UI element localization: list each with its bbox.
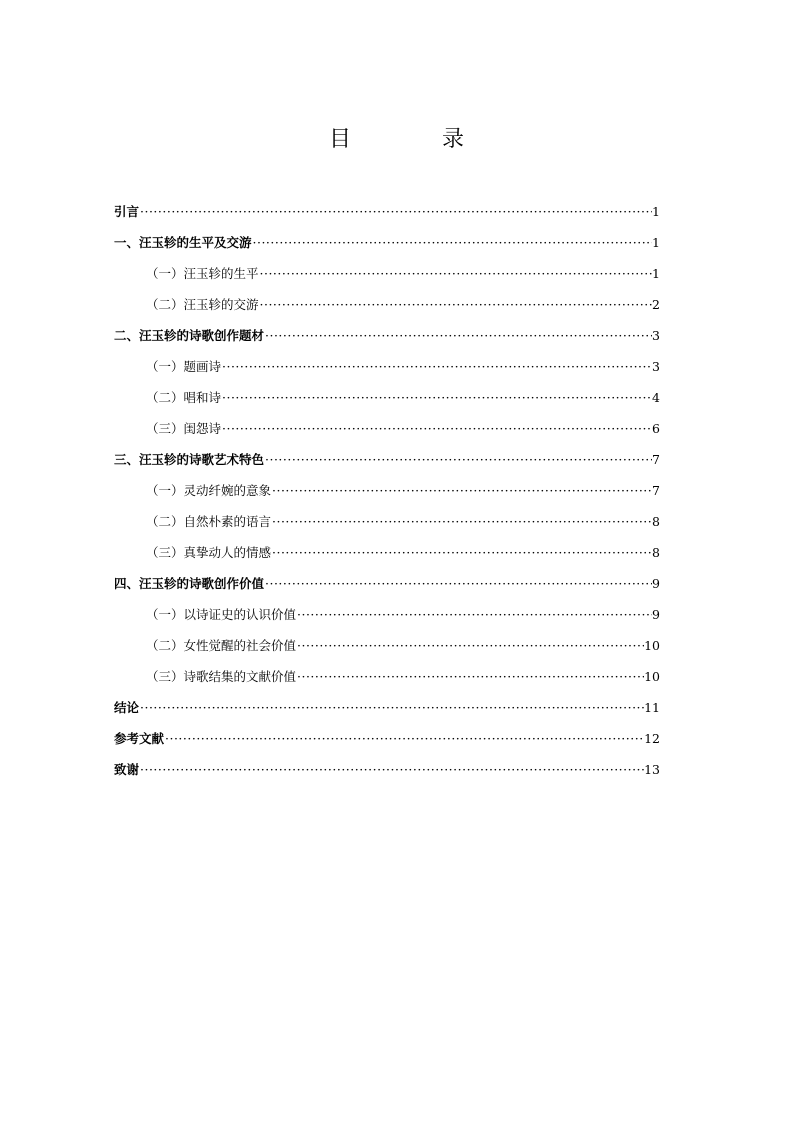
toc-entry[interactable] (114, 419, 660, 450)
dot-leader (164, 731, 644, 746)
toc-entry-label: 结论 (114, 700, 140, 715)
toc-entry[interactable] (114, 605, 660, 636)
toc-entry-page: 3 (652, 359, 660, 374)
toc-entry-page: 13 (644, 762, 660, 777)
table-of-contents (114, 202, 660, 791)
page-title: 目 录 (329, 127, 506, 152)
toc-entry-page: 9 (652, 607, 660, 622)
toc-entry-page: 12 (644, 731, 660, 746)
toc-entry[interactable] (114, 481, 660, 512)
dot-leader (139, 700, 644, 715)
toc-entry-label: （二）汪玉轸的交游 (146, 297, 259, 312)
toc-entry-page: 7 (652, 483, 660, 498)
toc-entry[interactable] (114, 698, 660, 729)
toc-entry-label: （三）闺怨诗 (146, 421, 222, 436)
toc-entry[interactable] (114, 574, 660, 605)
toc-entry-label: （三）真挚动人的情感 (146, 545, 272, 560)
dot-leader (271, 514, 652, 529)
toc-entry-page: 9 (652, 576, 660, 591)
toc-entry-label: 四、汪玉轸的诗歌创作价值 (114, 576, 265, 591)
toc-entry[interactable] (114, 729, 660, 760)
toc-entry-page: 8 (652, 545, 660, 560)
toc-entry-page: 1 (652, 235, 660, 250)
toc-entry-label: 引言 (114, 204, 140, 219)
dot-leader (271, 545, 652, 560)
toc-entry-label: （二）女性觉醒的社会价值 (146, 638, 297, 653)
toc-entry-page: 6 (652, 421, 660, 436)
dot-leader (264, 452, 652, 467)
toc-entry-page: 1 (652, 204, 660, 219)
toc-entry[interactable] (114, 636, 660, 667)
dot-leader (259, 266, 653, 281)
toc-entry-label: （一）题画诗 (146, 359, 222, 374)
dot-leader (296, 669, 644, 684)
toc-entry-page: 10 (644, 669, 660, 684)
toc-entry-page: 7 (652, 452, 660, 467)
dot-leader (264, 328, 652, 343)
dot-leader (252, 235, 653, 250)
toc-entry[interactable] (114, 512, 660, 543)
toc-entry[interactable] (114, 264, 660, 295)
toc-entry[interactable] (114, 760, 660, 791)
toc-entry-label: （三）诗歌结集的文献价值 (146, 669, 297, 684)
toc-entry-page: 2 (652, 297, 660, 312)
toc-entry-page: 3 (652, 328, 660, 343)
dot-leader (296, 638, 644, 653)
toc-entry-label: （二）唱和诗 (146, 390, 222, 405)
toc-entry[interactable] (114, 388, 660, 419)
toc-entry-label: 二、汪玉轸的诗歌创作题材 (114, 328, 265, 343)
toc-entry-page: 10 (644, 638, 660, 653)
dot-leader (296, 607, 652, 622)
toc-entry[interactable] (114, 233, 660, 264)
toc-entry-label: 一、汪玉轸的生平及交游 (114, 235, 252, 250)
toc-entry[interactable] (114, 450, 660, 481)
toc-entry-label: （二）自然朴素的语言 (146, 514, 272, 529)
dot-leader (139, 762, 644, 777)
dot-leader (221, 359, 652, 374)
toc-entry-page: 8 (652, 514, 660, 529)
toc-entry-label: （一）以诗证史的认识价值 (146, 607, 297, 622)
toc-entry[interactable] (114, 326, 660, 357)
toc-entry[interactable] (114, 202, 660, 233)
toc-entry[interactable] (114, 295, 660, 326)
toc-entry[interactable] (114, 357, 660, 388)
dot-leader (139, 204, 652, 219)
dot-leader (264, 576, 652, 591)
dot-leader (221, 421, 652, 436)
toc-entry-page: 11 (644, 700, 660, 715)
dot-leader (259, 297, 653, 312)
dot-leader (221, 390, 652, 405)
toc-entry-label: 致谢 (114, 762, 140, 777)
toc-entry-label: 参考文献 (114, 731, 165, 746)
dot-leader (271, 483, 652, 498)
toc-entry-label: 三、汪玉轸的诗歌艺术特色 (114, 452, 265, 467)
toc-entry[interactable] (114, 543, 660, 574)
toc-entry-label: （一）灵动纤婉的意象 (146, 483, 272, 498)
toc-entry-label: （一）汪玉轸的生平 (146, 266, 259, 281)
toc-entry-page: 1 (652, 266, 660, 281)
toc-entry[interactable] (114, 667, 660, 698)
toc-entry-page: 4 (652, 390, 660, 405)
